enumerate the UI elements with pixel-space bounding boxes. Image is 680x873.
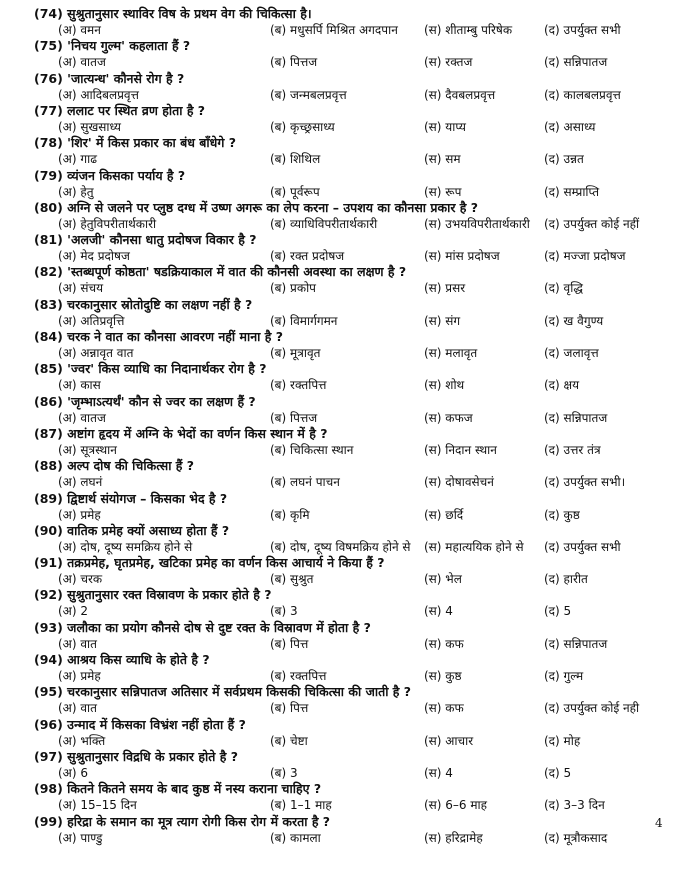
option-c: (स) कफ (424, 701, 464, 716)
question-block (0, 394, 680, 427)
option-c: (स) महात्ययिक होने से (424, 539, 524, 554)
option-a: (अ) 2 (58, 604, 88, 619)
question-block (0, 684, 680, 717)
option-a: (अ) पाण्डु (58, 830, 103, 845)
option-c: (स) भेल (424, 572, 462, 587)
question-block (0, 103, 680, 136)
option-d: (द) उपर्युक्त कोई नही (544, 701, 640, 716)
option-b: (ब) चेष्टा (270, 733, 308, 748)
option-c: (स) हरिद्रामेह (424, 830, 483, 845)
option-b: (ब) पित्तज (270, 55, 318, 70)
option-c: (स) दोषावसेचनं (424, 475, 494, 490)
option-b: (ब) लघनं पाचन (270, 475, 340, 490)
option-d: (द) 5 (544, 604, 572, 619)
option-d: (द) 5 (544, 765, 572, 780)
question-text: (81) 'अलजी' कौनसा धातु प्रदोषज विकार है ? (34, 232, 257, 248)
option-a: (अ) हेतुविपरीतार्थकारी (58, 216, 157, 231)
question-text: (99) हरिद्रा के समान का मूत्र त्याग रोगी किस रोग में करता है ? (34, 813, 331, 829)
option-a: (अ) लघनं (58, 475, 103, 490)
option-a: (अ) वमन (58, 23, 101, 37)
option-c: (स) रक्तज (424, 55, 473, 70)
question-block (0, 264, 680, 297)
option-b: (ब) रक्तपित्त (270, 378, 327, 393)
question-block (0, 717, 680, 750)
question-text: (87) अष्टांग हृदय में अग्नि के भेदों का वर्णन किस स्थान में है ? (34, 425, 328, 441)
question-text: (91) तक्रप्रमेह, घृतप्रमेह, खटिका प्रमेह का वर्णन किस आचार्य ने किया हैं ? (34, 555, 385, 571)
option-a: (अ) वात (58, 636, 97, 651)
option-d: (द) सन्निपातज (544, 55, 608, 70)
question-block (0, 587, 680, 620)
option-d: (द) जलावृत्त (544, 346, 599, 360)
option-d: (द) सन्निपातज (544, 410, 608, 425)
option-a: (अ) अतिप्रवृत्ति (58, 313, 125, 328)
option-d: (द) सन्निपातज (544, 636, 608, 651)
option-b: (ब) रक्त प्रदोषज (270, 249, 345, 264)
question-text: (78) 'शिर' में किस प्रकार का बंध बाँधेगे ? (34, 135, 236, 151)
question-block (0, 491, 680, 524)
option-a: (अ) चरक (58, 572, 103, 587)
option-d: (द) मोह (544, 733, 581, 748)
option-a: (अ) आदिबलप्रवृत्त (58, 87, 139, 102)
question-text: (97) सुश्रुतानुसार विद्रधि के प्रकार होते है ? (34, 748, 238, 764)
question-text: (86) 'जृम्भाऽत्यर्थं' कौन से ज्वर का लक्षण हैं ? (34, 393, 256, 409)
option-b: (ब) 3 (270, 604, 298, 619)
option-a: (अ) सुखसाध्य (58, 119, 121, 134)
option-c: (स) दैवबलप्रवृत्त (424, 87, 496, 102)
question-text: (90) वातिक प्रमेह क्यों असाध्य होता हैं ? (34, 522, 230, 538)
option-b: (ब) शिथिल (270, 152, 321, 167)
option-d: (द) उपर्युक्त सभी (544, 539, 621, 554)
option-c: (स) मलावृत (424, 346, 478, 360)
question-text: (89) द्विष्टार्थ संयोगज – किसका भेद है ? (34, 490, 228, 506)
option-c: (स) रूप (424, 184, 462, 199)
question-block (0, 555, 680, 588)
option-c: (स) प्रसर (424, 281, 466, 296)
option-b: (ब) व्याधिविपरीतार्थकारी (270, 216, 378, 231)
option-d: (द) उपर्युक्त सभी। (544, 475, 626, 490)
question-text: (92) सुश्रुतानुसार रक्त विस्रावण के प्रकार होते है ? (34, 587, 272, 603)
option-d: (द) उपर्युक्त सभी (544, 23, 621, 37)
option-a: (अ) प्रमेह (58, 507, 101, 522)
question-text: (96) उन्माद में किसका विभ्रंश नहीं होता हैं ? (34, 716, 246, 732)
option-c: (स) शोथ (424, 378, 465, 393)
question-block (0, 620, 680, 653)
option-b: (ब) विमार्गगमन (270, 313, 338, 328)
question-text: (75) 'निचय गुल्म' कहलाता हैं ? (34, 38, 191, 54)
option-b: (ब) जन्मबलप्रवृत्त (270, 87, 347, 102)
option-b: (ब) सुश्रुत (270, 572, 314, 587)
option-d: (द) उपर्युक्त कोई नहीं (544, 216, 640, 231)
question-block (0, 71, 680, 104)
question-text: (94) आश्रय किस व्याधि के होते है ? (34, 652, 210, 667)
option-b: (ब) कृच्छ्रसाध्य (270, 119, 335, 134)
option-d: (द) कालबलप्रवृत्त (544, 87, 621, 102)
option-d: (द) क्षय (544, 378, 580, 393)
option-b: (ब) मधुसर्पि मिश्रित अगदपान (270, 23, 398, 37)
option-b: (ब) प्रकोप (270, 281, 316, 296)
option-d: (द) असाध्य (544, 119, 596, 134)
question-block (0, 38, 680, 71)
question-block (0, 297, 680, 330)
question-text: (88) अल्प दोष की चिकित्सा हैं ? (34, 458, 195, 474)
question-block (0, 426, 680, 459)
option-b: (ब) पित्त (270, 701, 309, 716)
option-a: (अ) वात (58, 701, 97, 716)
option-d: (द) उन्नत (544, 152, 584, 167)
option-b: (ब) 1–1 माह (270, 798, 332, 813)
question-block (0, 232, 680, 265)
question-block (0, 200, 680, 233)
option-a: (अ) 6 (58, 765, 88, 780)
option-d: (द) गुल्म (544, 669, 584, 683)
option-b: (ब) पित्त (270, 636, 309, 651)
question-text: (74) सुश्रुतानुसार स्थाविर विष के प्रथम वेग की चिकित्सा है। (34, 6, 312, 21)
option-b: (ब) पूर्वरूप (270, 184, 320, 199)
option-c: (स) 4 (424, 765, 453, 780)
option-b: (ब) रक्तपित्त (270, 669, 327, 683)
question-block (0, 361, 680, 394)
option-d: (द) मज्जा प्रदोषज (544, 249, 626, 264)
option-c: (स) 6–6 माह (424, 798, 488, 813)
option-c: (स) सम (424, 152, 461, 167)
option-a: (अ) संचय (58, 281, 104, 296)
option-a: (अ) मेद प्रदोषज (58, 249, 130, 264)
question-text: (76) 'जात्यन्ध' कौनसे रोग है ? (34, 70, 185, 86)
question-text: (79) व्यंजन किसका पर्याय है ? (34, 167, 186, 183)
option-d: (द) वृद्धि (544, 281, 583, 296)
question-block (0, 458, 680, 491)
question-block (0, 329, 680, 362)
question-text: (82) 'स्तब्धपूर्ण कोष्ठता' षडक्रियाकाल में वात की कौनसी अवस्था का लक्षण है ? (34, 264, 407, 280)
option-c: (स) कुष्ठ (424, 669, 462, 683)
option-d: (द) ख वैगुण्य (544, 313, 604, 328)
option-d: (द) हारीत (544, 572, 588, 587)
option-b: (ब) कृमि (270, 507, 310, 522)
question-block (0, 523, 680, 556)
question-text: (83) चरकानुसार स्रोतोदुष्टि का लक्षण नहीं है ? (34, 296, 253, 312)
option-b: (ब) पित्तज (270, 410, 318, 425)
option-c: (स) निदान स्थान (424, 442, 497, 457)
option-c: (स) याप्य (424, 119, 466, 134)
option-a: (अ) सूत्रस्थान (58, 442, 117, 457)
option-c: (स) उभयविपरीतार्थकारी (424, 216, 530, 231)
option-c: (स) संग (424, 313, 461, 328)
question-block (0, 168, 680, 201)
option-a: (अ) अन्नावृत वात (58, 346, 134, 360)
option-b: (ब) 3 (270, 765, 298, 780)
question-text: (85) 'ज्वर' किस व्याधि का निदानार्थकर रोग है ? (34, 361, 267, 377)
question-text: (77) ललाट पर स्थित व्रण होता है ? (34, 102, 206, 118)
option-d: (द) कुष्ठ (544, 507, 580, 522)
question-block (0, 814, 680, 847)
option-c: (स) कफज (424, 410, 473, 425)
option-c: (स) छर्दि (424, 507, 464, 522)
option-c: (स) 4 (424, 604, 453, 619)
question-text: (80) अग्नि से जलने पर प्लुष्ठ दग्ध में उष्ण अगरू का लेप करना – उपशय का कौनसा प्रकार है ? (34, 199, 479, 215)
question-block (0, 781, 680, 814)
question-text: (93) जलौका का प्रयोग कौनसे दोष से दुष्ट रक्त के विस्रावण में होता है ? (34, 619, 371, 635)
option-c: (स) आचार (424, 733, 474, 748)
question-block (0, 749, 680, 782)
option-a: (अ) दोष, दूष्य समक्रिय होने से (58, 539, 193, 554)
option-a: (अ) प्रमेह (58, 669, 101, 683)
option-a: (अ) 15–15 दिन (58, 798, 137, 813)
option-d: (द) मूत्रौकसाद (544, 830, 608, 845)
question-block (0, 6, 680, 39)
question-block (0, 652, 680, 685)
option-a: (अ) कास (58, 378, 101, 393)
option-d: (द) सम्प्राप्ति (544, 184, 600, 199)
option-a: (अ) वातज (58, 410, 106, 425)
option-a: (अ) भक्ति (58, 733, 106, 748)
option-b: (ब) चिकित्सा स्थान (270, 442, 354, 457)
option-a: (अ) वातज (58, 55, 106, 70)
option-b: (ब) दोष, दूष्य विषमक्रिय होने से (270, 539, 411, 554)
option-d: (द) 3–3 दिन (544, 798, 605, 813)
option-b: (ब) कामला (270, 830, 321, 845)
option-a: (अ) गाढ (58, 152, 97, 167)
question-block (0, 135, 680, 168)
question-text: (95) चरकानुसार सन्निपातज अतिसार में सर्वप्रथम किसकी चिकित्सा की जाती है ? (34, 684, 412, 700)
option-c: (स) मांस प्रदोषज (424, 249, 500, 264)
option-c: (स) कफ (424, 636, 464, 651)
page-number: 4 (655, 816, 663, 830)
option-a: (अ) हेतु (58, 184, 94, 199)
option-d: (द) उत्तर तंत्र (544, 442, 601, 457)
option-b: (ब) मूत्रावृत (270, 346, 321, 360)
option-c: (स) शीताम्बु परिषेक (424, 23, 513, 37)
question-text: (84) चरक ने वात का कौनसा आवरण नहीं माना है ? (34, 329, 284, 344)
question-text: (98) कितने कितने समय के बाद कुष्ठ में नस्य कराना चाहिए ? (34, 781, 322, 797)
